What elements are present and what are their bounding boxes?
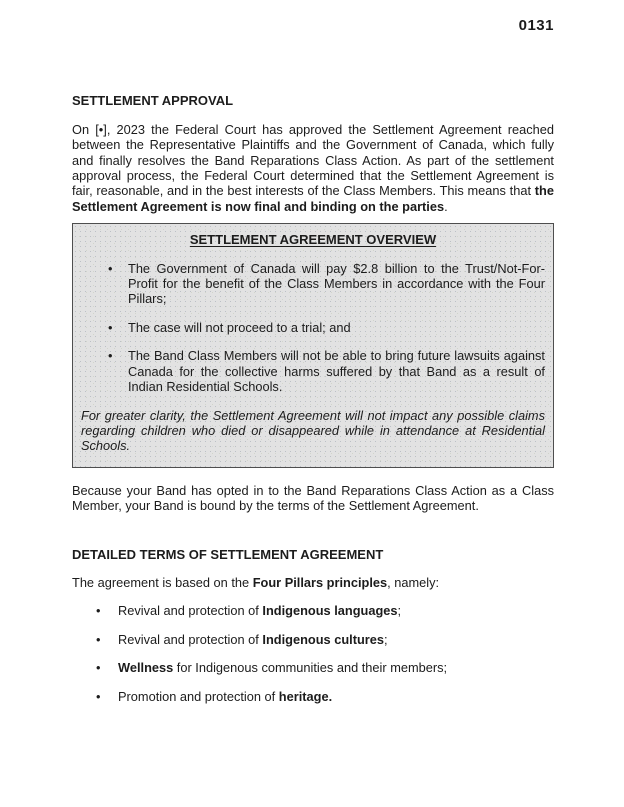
clarity-note: For greater clarity, the Settlement Agreement will not impact any possible claims regarding children who died or disappeared while in attendance at Residential Schools. xyxy=(81,407,545,454)
pillar-bold: Wellness xyxy=(118,660,174,676)
pillar-item xyxy=(72,660,554,675)
bullet-icon: • xyxy=(96,631,101,647)
pillars-intro-end: , namely: xyxy=(387,574,440,590)
pillars-intro-bold: Four Pillars principles xyxy=(252,574,388,590)
pillar-item xyxy=(72,632,554,647)
approval-paragraph-bold: the Settlement Agreement is now final and binding on the parties xyxy=(72,183,554,214)
overview-bullet-item xyxy=(81,348,545,394)
pillar-post: ; xyxy=(397,603,402,619)
bullet-icon: • xyxy=(108,260,113,276)
pillar-item xyxy=(72,603,554,618)
overview-heading: SETTLEMENT AGREEMENT OVERVIEW xyxy=(189,232,437,248)
pillars-list xyxy=(72,603,554,704)
bullet-icon: • xyxy=(96,660,101,676)
approval-paragraph-text: On [•], 2023 the Federal Court has approved the Settlement Agreement reached between the Representative Plaintiffs and the Government of Canada, which fully and finally resolves the Band Reparations Class Action. As part of the settlement approval process, the Federal Court determined that the Settlement Agreement is fair, reasonable, and in the best interests of the Class Members. This means that xyxy=(72,121,554,199)
settlement-approval-heading: SETTLEMENT APPROVAL xyxy=(72,93,234,109)
approval-paragraph xyxy=(72,122,554,214)
bullet-icon: • xyxy=(96,688,101,704)
pillar-bold: Indigenous languages xyxy=(262,603,398,619)
pillar-post: for Indigenous communities and their members; xyxy=(173,660,448,676)
bullet-icon: • xyxy=(96,603,101,619)
pillar-post: ; xyxy=(384,631,388,647)
opted-in-paragraph: Because your Band has opted in to the Band Reparations Class Action as a Class Member, your Band is bound by the terms of the Settlement Agreement. xyxy=(72,482,554,514)
overview-bullet-text: The case will not proceed to a trial; and xyxy=(128,319,351,335)
detailed-terms-heading: DETAILED TERMS OF SETTLEMENT AGREEMENT xyxy=(72,546,384,562)
bullet-icon: • xyxy=(108,319,113,335)
overview-bullet-text: The Government of Canada will pay $2.8 billion to the Trust/Not-For-Profit for the benefit of the Class Members in accordance with the Four Pillars; xyxy=(128,260,545,307)
settlement-overview-box xyxy=(72,223,554,467)
pillar-item xyxy=(72,689,554,704)
pillars-intro xyxy=(72,575,554,590)
overview-bullet-item xyxy=(81,320,545,335)
pillar-bold: Indigenous cultures xyxy=(262,631,384,647)
pillars-intro-text: The agreement is based on the xyxy=(72,574,253,590)
pillar-pre: Revival and protection of xyxy=(118,603,263,619)
overview-bullet-text: The Band Class Members will not be able to bring future lawsuits against Canada for the collective harms suffered by that Band as a result of Indian Residential Schools. xyxy=(128,348,545,395)
pillar-bold: heritage. xyxy=(278,688,333,704)
overview-bullet-list xyxy=(81,261,545,395)
page-number: 0131 xyxy=(518,17,554,34)
pillar-pre: Revival and protection of xyxy=(118,631,263,647)
approval-paragraph-end: . xyxy=(444,198,448,214)
bullet-icon: • xyxy=(108,348,113,364)
pillar-pre: Promotion and protection of xyxy=(118,688,279,704)
overview-bullet-item xyxy=(81,261,545,307)
